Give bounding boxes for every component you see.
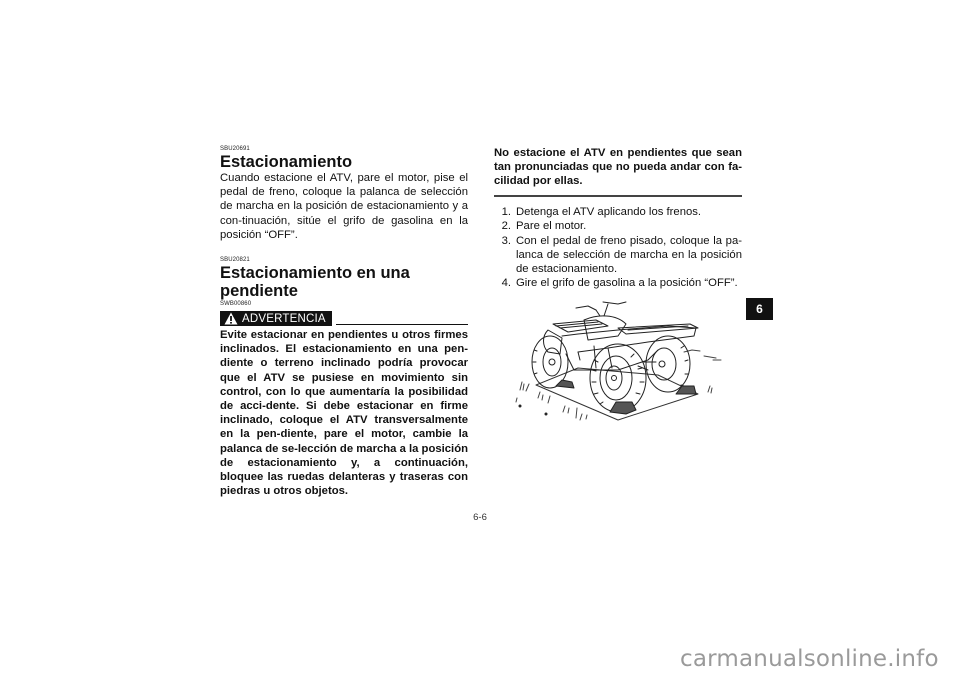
page-number: 6-6	[473, 512, 487, 523]
step-text: Gire el grifo de gasolina a la posición “OFF”.	[516, 277, 738, 290]
step-text: Detenga el ATV aplicando los frenos.	[516, 206, 702, 219]
left-column	[220, 146, 468, 498]
parking-steps-list	[494, 205, 742, 290]
list-item	[494, 276, 742, 290]
right-column	[494, 146, 742, 290]
section-body: Cuando estacione el ATV, pare el motor, pise el pedal de freno, coloque la palanca de selección de marcha en la posición de estacionamiento y a con-tinuación, sitúe el grifo de gasolina en la posición “OFF”.	[220, 172, 468, 241]
list-item	[494, 234, 742, 277]
section-heading: Estacionamiento en una pendiente	[220, 264, 410, 301]
section-parking-on-slope	[220, 257, 468, 498]
step-number: 3.	[501, 234, 511, 247]
section-parking	[220, 146, 468, 242]
warning-header	[220, 308, 468, 326]
warning-code: SWB00860	[220, 301, 252, 308]
step-number: 4.	[501, 277, 511, 290]
section-heading: Estacionamiento	[220, 153, 353, 171]
warning-text-continued: No estacione el ATV en pendientes que sean tan pronunciadas que no pueda andar con fa-cilidad por ellas.	[494, 147, 742, 188]
watermark[interactable]: carmanualsonline.info	[680, 646, 939, 672]
chapter-tab: 6	[746, 298, 773, 320]
step-text: Pare el motor.	[516, 220, 587, 233]
warning-end-divider	[494, 195, 742, 198]
warning-rule	[336, 324, 468, 326]
atv-parked-with-wheel-chocks-illustration	[508, 290, 730, 430]
step-number: 2.	[501, 220, 511, 233]
warning-label: ADVERTENCIA	[242, 312, 326, 325]
list-item	[494, 205, 742, 219]
warning-triangle-icon	[224, 312, 238, 325]
list-item	[494, 219, 742, 233]
warning-text: Evite estacionar en pendientes u otros firmes inclinados. El estacionamiento en una pen-diente o terreno inclinado podría provocar que el ATV se pusiese en movimiento sin control, con lo que aumentaría la posibilidad de acci-dente. Si debe estacionar en firme inclinado, coloque el ATV transversalmente en la pen-diente, pare el motor, cambie la palanca de se-lección de marcha a la posición de estacionamiento y, a continuación, bloquee las ruedas delanteras y traseras con piedras u otros objetos.	[220, 329, 469, 498]
section-code: SBU20691	[220, 146, 250, 152]
warning-badge	[220, 311, 332, 326]
step-number: 1.	[501, 206, 511, 219]
step-text: Con el pedal de freno pisado, coloque la pa-lanca de selección de marcha en la posición de estacionamiento.	[516, 234, 742, 275]
section-code: SBU20821	[220, 257, 250, 264]
